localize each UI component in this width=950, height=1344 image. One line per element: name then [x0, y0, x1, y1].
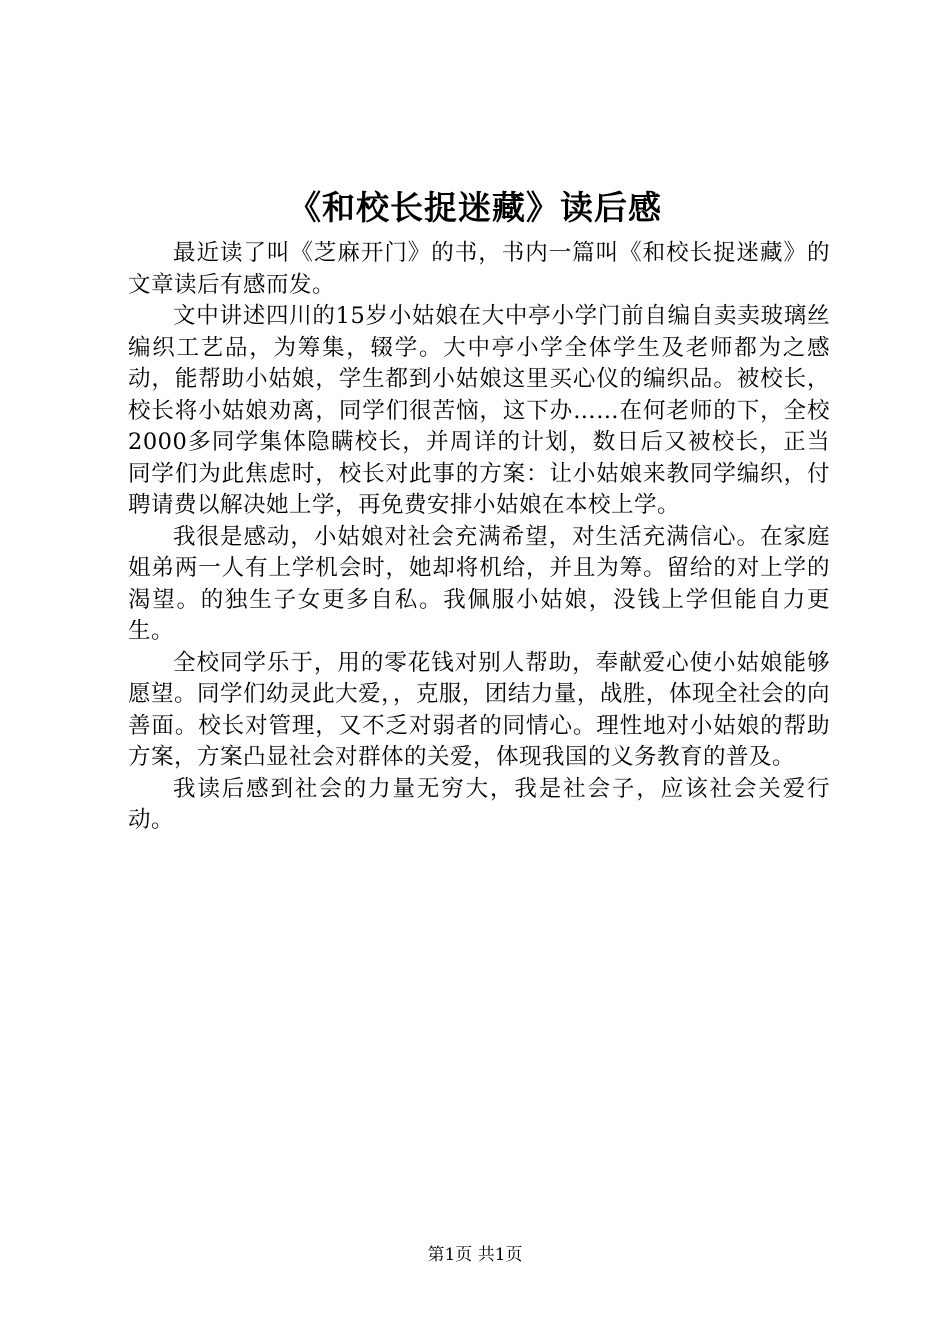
document-title: 《和校长捉迷藏》读后感 [288, 188, 662, 227]
paragraph-4: 全校同学乐于，用的零花钱对别人帮助，奉献爱心使小姑娘能够愿望。同学们幼灵此大爱，，克服，团结力量，战胜，体现全社会的向善面。校长对管理，又不乏对弱者的同情心。理性地对小姑娘的帮助方案，方案凸显社会对群体的关爱，体现我国的义务教育的普及。 [128, 649, 830, 770]
paragraph-3: 我很是感动，小姑娘对社会充满希望，对生活充满信心。在家庭姐弟两一人有上学机会时，她却将机给，并且为筹。留给的对上学的渴望。的独生子女更多自私。我佩服小姑娘，没钱上学但能自力更生。 [128, 523, 830, 644]
paragraph-1: 最近读了叫《芝麻开门》的书，书内一篇叫《和校长捉迷藏》的文章读后有感而发。 [128, 240, 830, 298]
paragraph-2: 文中讲述四川的15岁小姑娘在大中亭小学门前自编自卖卖玻璃丝编织工艺品，为筹集，辍学。大中亭小学全体学生及老师都为之感动，能帮助小姑娘，学生都到小姑娘这里买心仪的编织品。被校长，校长将小姑娘劝离，同学们很苦恼，这下办……在何老师的下，全校2000多同学集体隐瞒校长，并周详的计划，数日后又被校长，正当同学们为此焦虑时，校长对此事的方案：让小姑娘来教同学编织，付聘请费以解决她上学，再免费安排小姑娘在本校上学。 [128, 303, 830, 518]
document-body [128, 238, 830, 837]
paragraph-5: 我读后感到社会的力量无穷大，我是社会子，应该社会关爱行动。 [128, 775, 830, 833]
page-footer: 第1页 共1页 [427, 1245, 523, 1265]
